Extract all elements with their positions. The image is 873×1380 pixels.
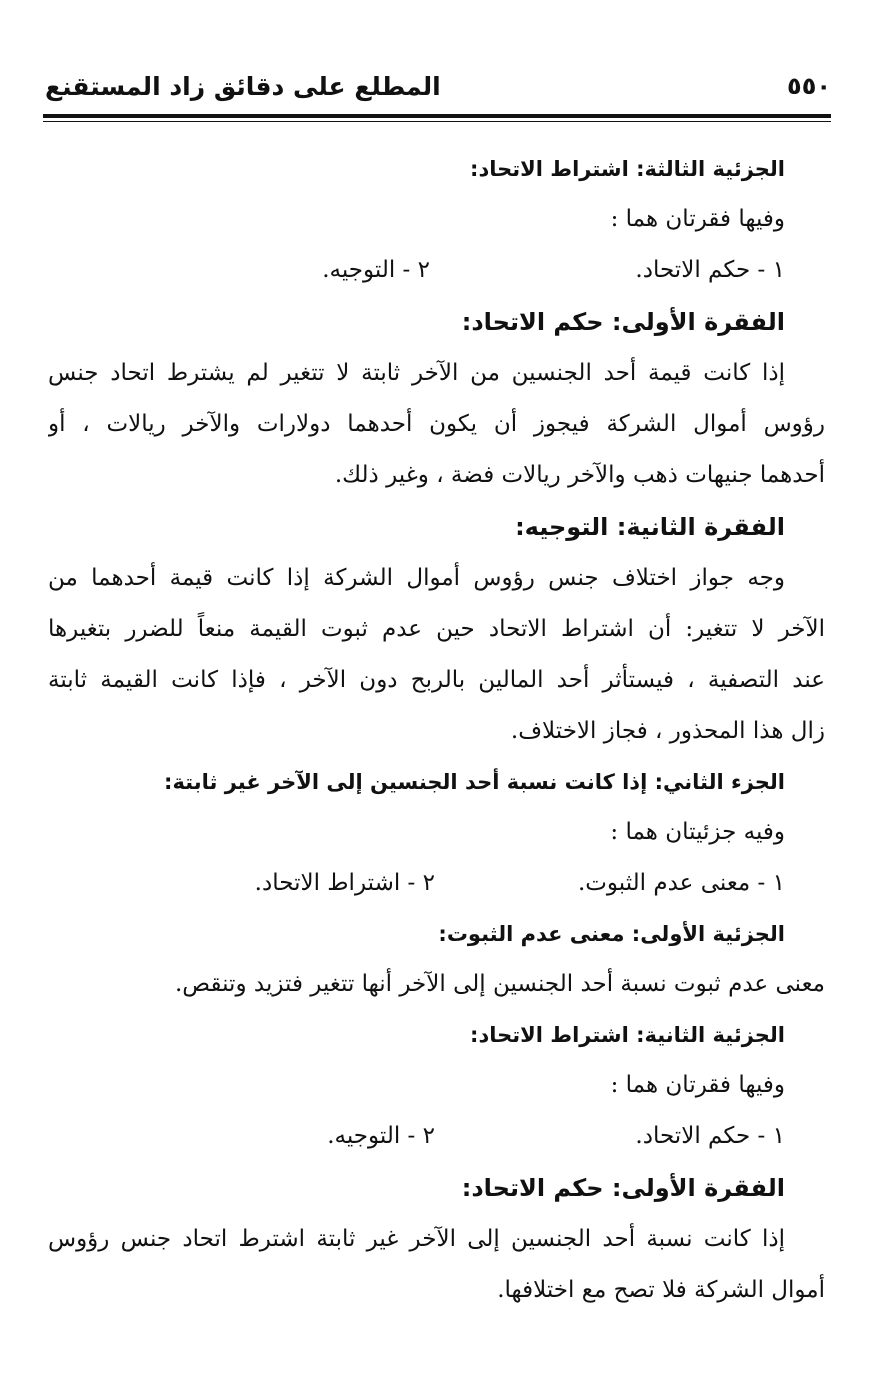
section-heading: الفقرة الثانية: التوجيه: [515, 513, 785, 541]
paragraph-line: أموال الشركة فلا تصح مع اختلافها. [497, 1277, 825, 1303]
paragraph-line: وفيه جزئيتان هما : [610, 819, 785, 845]
list-item: ١ - حكم الاتحاد. [635, 257, 785, 283]
paragraph-line: زال هذا المحذور ، فجاز الاختلاف. [510, 718, 825, 744]
list-item: ١ - معنى عدم الثبوت. [577, 870, 785, 896]
paragraph-line: أحدهما جنيهات ذهب والآخر ريالات فضة ، وغير ذلك. [334, 462, 825, 488]
list-item: ٢ - التوجيه. [322, 257, 430, 283]
header-rule-thick [43, 114, 831, 118]
paragraph-line: إذا كانت قيمة أحد الجنسين من الآخر ثابتة لا تتغير لم يشترط اتحاد جنس [48, 360, 785, 386]
page-number: ٥٥٠ [787, 72, 831, 100]
section-heading: الجزء الثاني: إذا كانت نسبة أحد الجنسين إلى الآخر غير ثابتة: [164, 770, 785, 794]
numbered-list [48, 245, 825, 296]
paragraph-line: عند التصفية ، فيستأثر أحد المالين بالربح دون الآخر ، فإذا كانت القيمة ثابتة [48, 667, 825, 693]
list-item: ٢ - اشتراط الاتحاد. [254, 870, 435, 896]
paragraph-line: معنى عدم ثبوت نسبة أحد الجنسين إلى الآخر أنها تتغير فتزيد وتنقص. [174, 971, 825, 997]
paragraph-line: وفيها فقرتان هما : [610, 206, 785, 232]
paragraph-line: وفيها فقرتان هما : [610, 1072, 785, 1098]
section-heading: الجزئية الثالثة: اشتراط الاتحاد: [470, 157, 785, 181]
page-body [48, 144, 825, 1316]
header-rule-thin [43, 121, 831, 122]
list-item: ٢ - التوجيه. [327, 1123, 435, 1149]
paragraph-line: الآخر لا تتغير: أن اشتراط الاتحاد حين عدم ثبوت القيمة منعاً للضرر بتغيرها [48, 616, 825, 642]
list-item: ١ - حكم الاتحاد. [635, 1123, 785, 1149]
section-heading: الجزئية الثانية: اشتراط الاتحاد: [470, 1023, 785, 1047]
running-title: المطلع على دقائق زاد المستقنع [45, 72, 441, 101]
paragraph-line: وجه جواز اختلاف جنس رؤوس أموال الشركة إذا كانت قيمة أحدهما من [48, 565, 785, 591]
numbered-list [48, 858, 825, 909]
page-header [45, 72, 831, 108]
section-heading: الجزئية الأولى: معنى عدم الثبوت: [438, 922, 785, 946]
numbered-list [48, 1111, 825, 1162]
section-heading: الفقرة الأولى: حكم الاتحاد: [461, 1174, 785, 1202]
paragraph-line: إذا كانت نسبة أحد الجنسين إلى الآخر غير ثابتة اشترط اتحاد جنس رؤوس [48, 1226, 785, 1252]
paragraph-line: رؤوس أموال الشركة فيجوز أن يكون أحدهما دولارات والآخر ريالات ، أو [48, 411, 825, 437]
section-heading: الفقرة الأولى: حكم الاتحاد: [461, 308, 785, 336]
